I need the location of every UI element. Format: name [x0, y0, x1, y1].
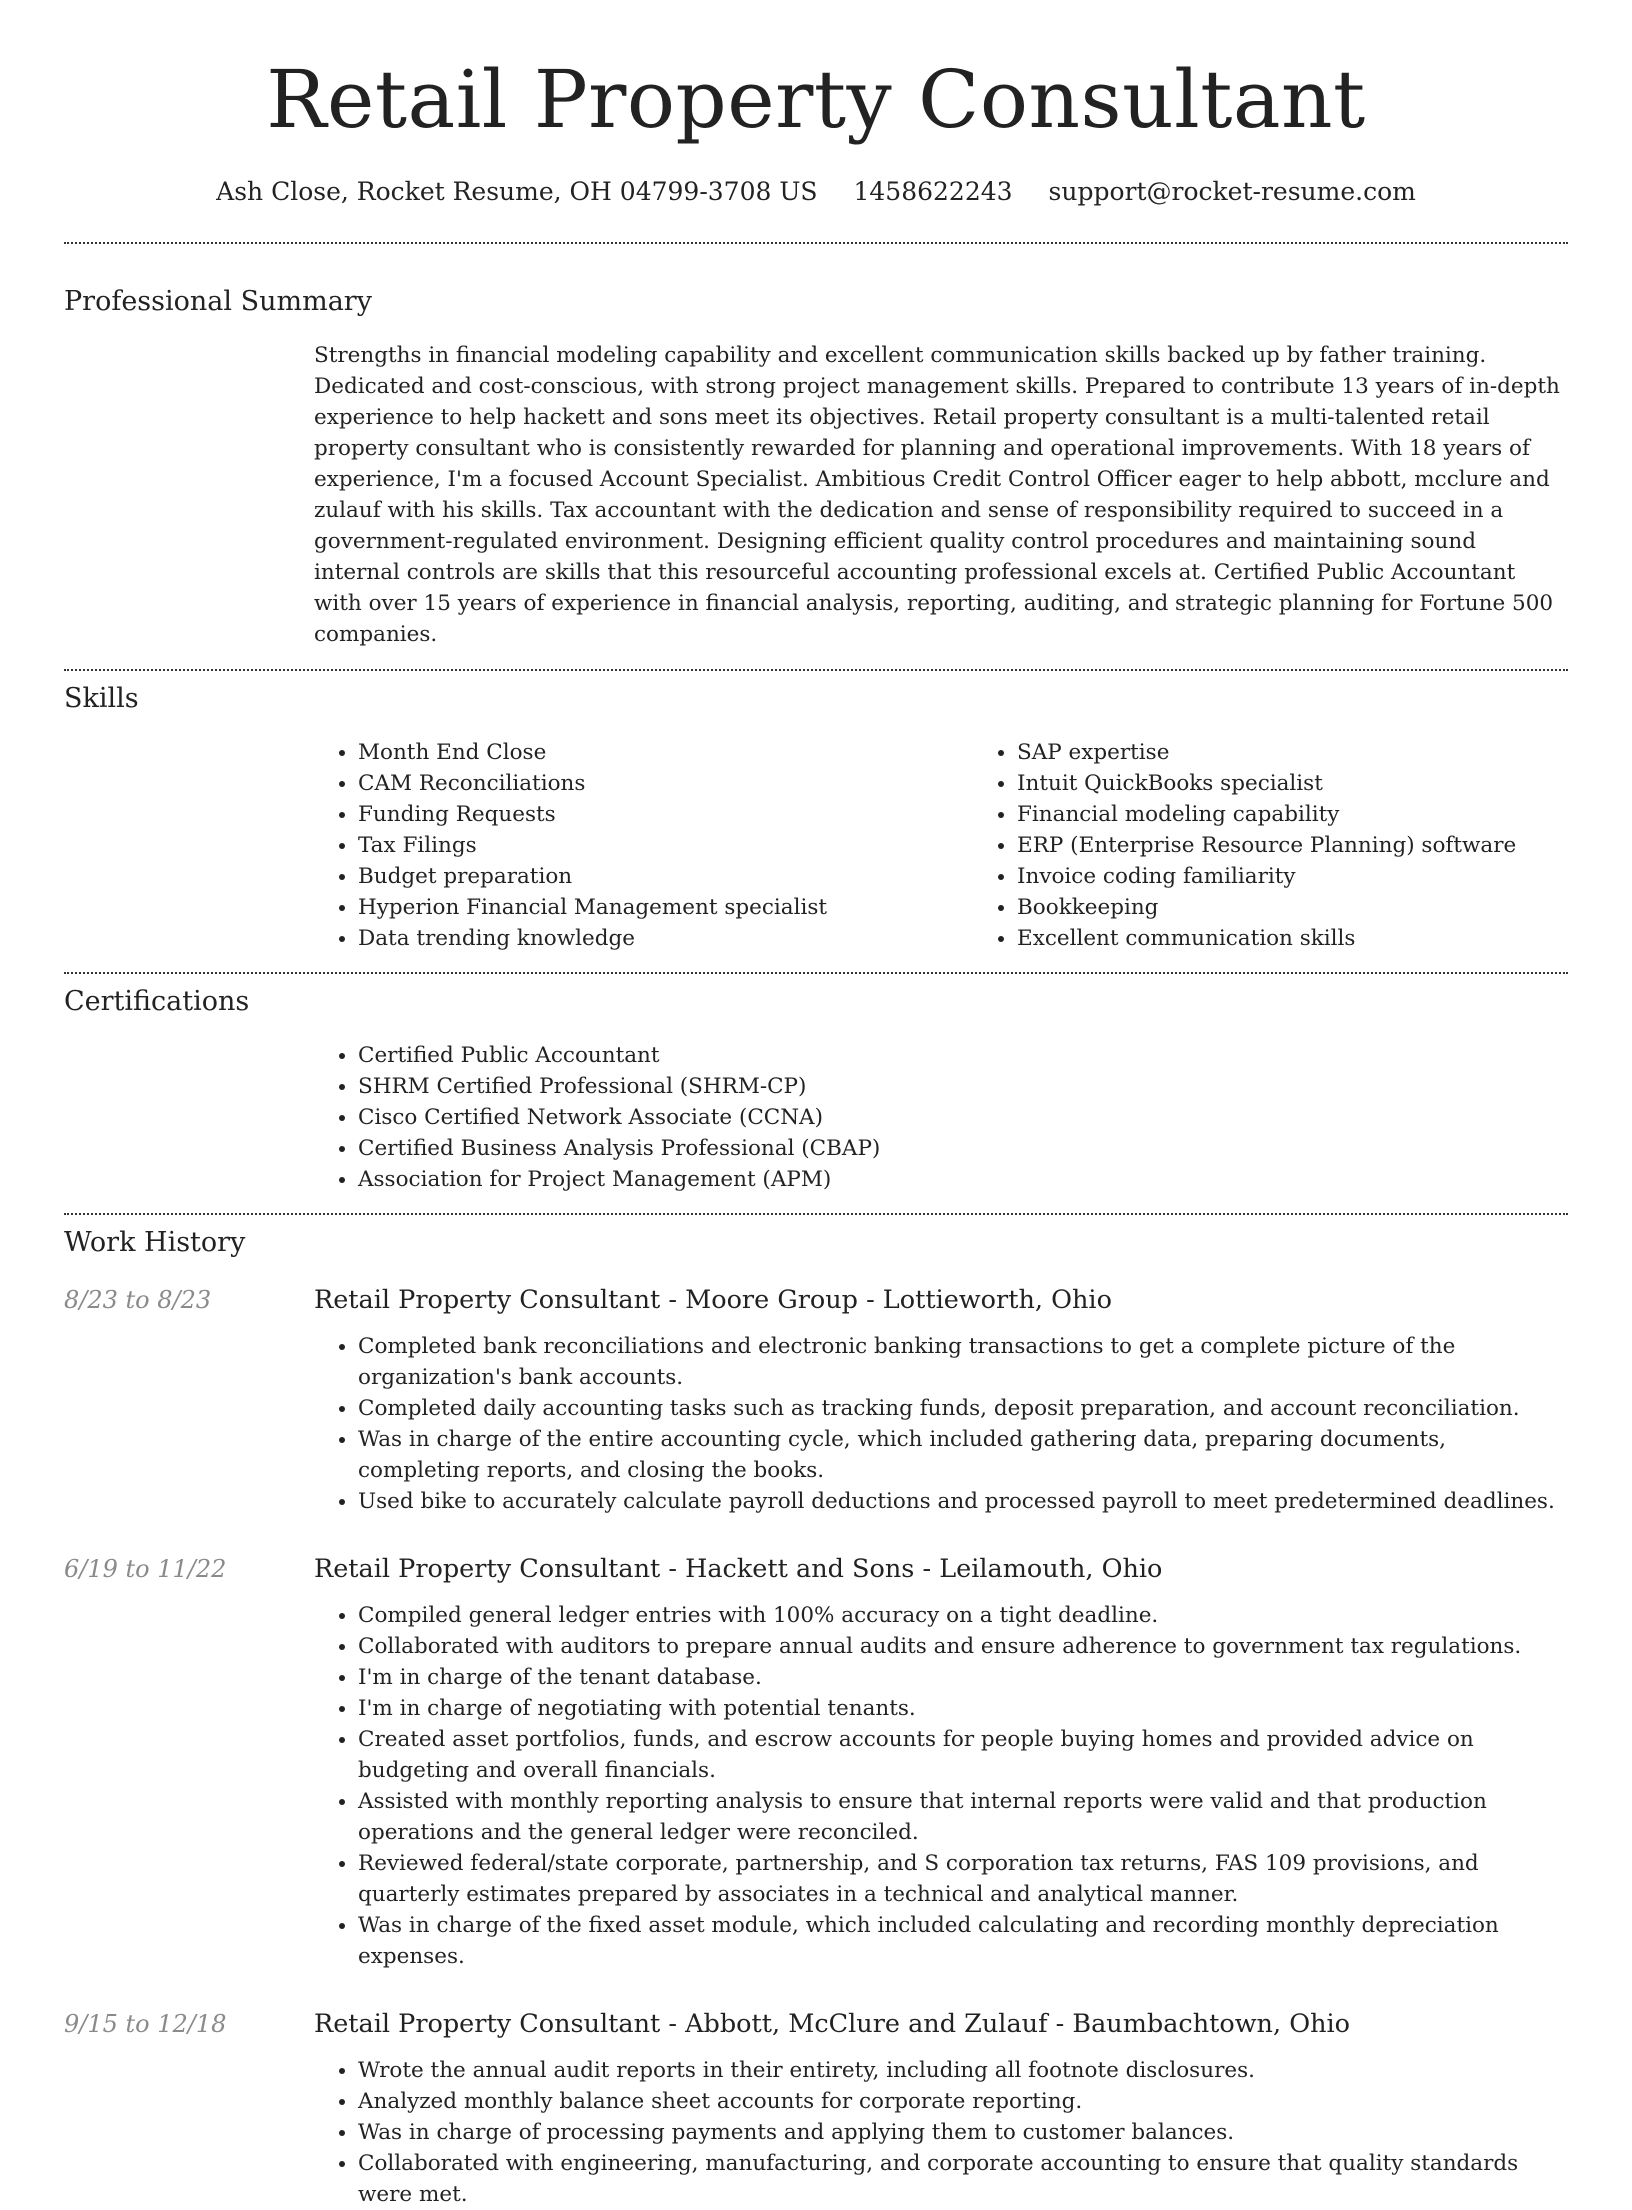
job-bullet: • Created asset portfolios, funds, and escrow accounts for people buying homes and provided advice on budgeting and overall financials.	[358, 1724, 1568, 1786]
certification-item: • SHRM Certified Professional (SHRM-CP)	[358, 1071, 1568, 1102]
job-bullet: • Analyzed monthly balance sheet accounts for corporate reporting.	[358, 2086, 1568, 2117]
section-title: Skills	[64, 683, 139, 714]
job-bullet: • Collaborated with auditors to prepare annual audits and ensure adherence to government tax regulations.	[358, 1631, 1568, 1662]
job-title: Retail Property Consultant - Moore Group - Lottieworth, Ohio	[314, 1285, 1112, 1315]
skill-item: • CAM Reconciliations	[358, 768, 973, 799]
skills-columns	[314, 737, 1568, 954]
certification-item: • Association for Project Management (APM)	[358, 1164, 1568, 1195]
contact-phone: 1458622243	[853, 177, 1013, 206]
skill-item: • Month End Close	[358, 737, 973, 768]
skill-item: • Financial modeling capability	[1017, 799, 1632, 830]
skill-item: • Hyperion Financial Management specialist	[358, 892, 973, 923]
work-history-section	[64, 1215, 1568, 2210]
job-dates: 8/23 to 8/23	[64, 1286, 212, 1314]
job-bullet: • Completed bank reconciliations and electronic banking transactions to get a complete picture of the organization's bank accounts.	[358, 1331, 1568, 1393]
skills-list-left	[314, 737, 973, 954]
job-bullet: • Completed daily accounting tasks such as tracking funds, deposit preparation, and account reconciliation.	[358, 1393, 1568, 1424]
job-bullet: • Collaborated with engineering, manufacturing, and corporate accounting to ensure that quality standards were met.	[358, 2148, 1568, 2210]
section-title: Professional Summary	[64, 286, 372, 317]
skill-item: • Intuit QuickBooks specialist	[1017, 768, 1632, 799]
contact-line	[64, 176, 1568, 208]
skill-item: • Invoice coding familiarity	[1017, 861, 1632, 892]
summary-text: Strengths in financial modeling capability and excellent communication skills backed up by father training. Dedicated and cost-conscious, with strong project management skills. Prepared to contribute 13 years of in-depth experience to help hackett and sons meet its objectives. Retail property consultant is a multi-talented retail property consultant who is consistently rewarded for planning and operational improvements. With 18 years of experience, I'm a focused Account Specialist. Ambitious Credit Control Officer eager to help abbott, mcclure and zulauf with his skills. Tax accountant with the dedication and sense of responsibility required to succeed in a government-regulated environment. Designing efficient quality control procedures and maintaining sound internal controls are skills that this resourceful accounting professional excels at. Certified Public Accountant with over 15 years of experience in financial analysis, reporting, auditing, and strategic planning for Fortune 500 companies.	[314, 343, 1560, 647]
skill-item: • Budget preparation	[358, 861, 973, 892]
certifications-section	[64, 974, 1568, 1195]
job-dates: 9/15 to 12/18	[64, 2010, 227, 2038]
job-bullets	[314, 1331, 1568, 1517]
skill-item: • ERP (Enterprise Resource Planning) software	[1017, 830, 1632, 861]
skill-item: • Data trending knowledge	[358, 923, 973, 954]
section-title: Certifications	[64, 986, 250, 1017]
job-bullet: • Was in charge of the fixed asset module, which included calculating and recording monthly depreciation expenses.	[358, 1910, 1568, 1972]
job-bullet: • Was in charge of processing payments and applying them to customer balances.	[358, 2117, 1568, 2148]
job-entry	[64, 1285, 1568, 1517]
skills-section	[64, 671, 1568, 954]
job-bullet: • Compiled general ledger entries with 100% accuracy on a tight deadline.	[358, 1600, 1568, 1631]
candidate-name: Retail Property Consultant	[266, 53, 1366, 146]
skill-item: • Bookkeeping	[1017, 892, 1632, 923]
job-bullet: • Assisted with monthly reporting analysis to ensure that internal reports were valid and that production operations and the general ledger were reconciled.	[358, 1786, 1568, 1848]
job-bullet: • Wrote the annual audit reports in their entirety, including all footnote disclosures.	[358, 2055, 1568, 2086]
job-bullet: • I'm in charge of negotiating with potential tenants.	[358, 1693, 1568, 1724]
job-bullet: • I'm in charge of the tenant database.	[358, 1662, 1568, 1693]
certification-item: • Certified Business Analysis Professional (CBAP)	[358, 1133, 1568, 1164]
contact-email[interactable]: support@rocket-resume.com	[1048, 177, 1416, 206]
job-bullet: • Reviewed federal/state corporate, partnership, and S corporation tax returns, FAS 109 provisions, and quarterly estimates prepared by associates in a technical and analytical manner.	[358, 1848, 1568, 1910]
skill-item: • Tax Filings	[358, 830, 973, 861]
job-bullet: • Used bike to accurately calculate payroll deductions and processed payroll to meet predetermined deadlines.	[358, 1486, 1568, 1517]
contact-address: Ash Close, Rocket Resume, OH 04799-3708 US	[216, 177, 818, 206]
skill-item: • Funding Requests	[358, 799, 973, 830]
resume-header	[64, 0, 1568, 208]
job-entry	[64, 1554, 1568, 1972]
job-bullet: • Was in charge of the entire accounting cycle, which included gathering data, preparing documents, completing reports, and closing the books.	[358, 1424, 1568, 1486]
job-bullets	[314, 2055, 1568, 2210]
job-bullets	[314, 1600, 1568, 1972]
certifications-list	[314, 1040, 1568, 1195]
skill-item: • SAP expertise	[1017, 737, 1632, 768]
skill-item: • Excellent communication skills	[1017, 923, 1632, 954]
section-title: Work History	[64, 1227, 246, 1258]
certification-item: • Cisco Certified Network Associate (CCNA)	[358, 1102, 1568, 1133]
job-dates: 6/19 to 11/22	[64, 1555, 227, 1583]
job-title: Retail Property Consultant - Hackett and Sons - Leilamouth, Ohio	[314, 1554, 1163, 1584]
summary-section	[64, 244, 1568, 650]
job-entry	[64, 2009, 1568, 2210]
skills-list-right	[973, 737, 1632, 954]
certification-item: • Certified Public Accountant	[358, 1040, 1568, 1071]
job-title: Retail Property Consultant - Abbott, McClure and Zulauf - Baumbachtown, Ohio	[314, 2009, 1351, 2039]
